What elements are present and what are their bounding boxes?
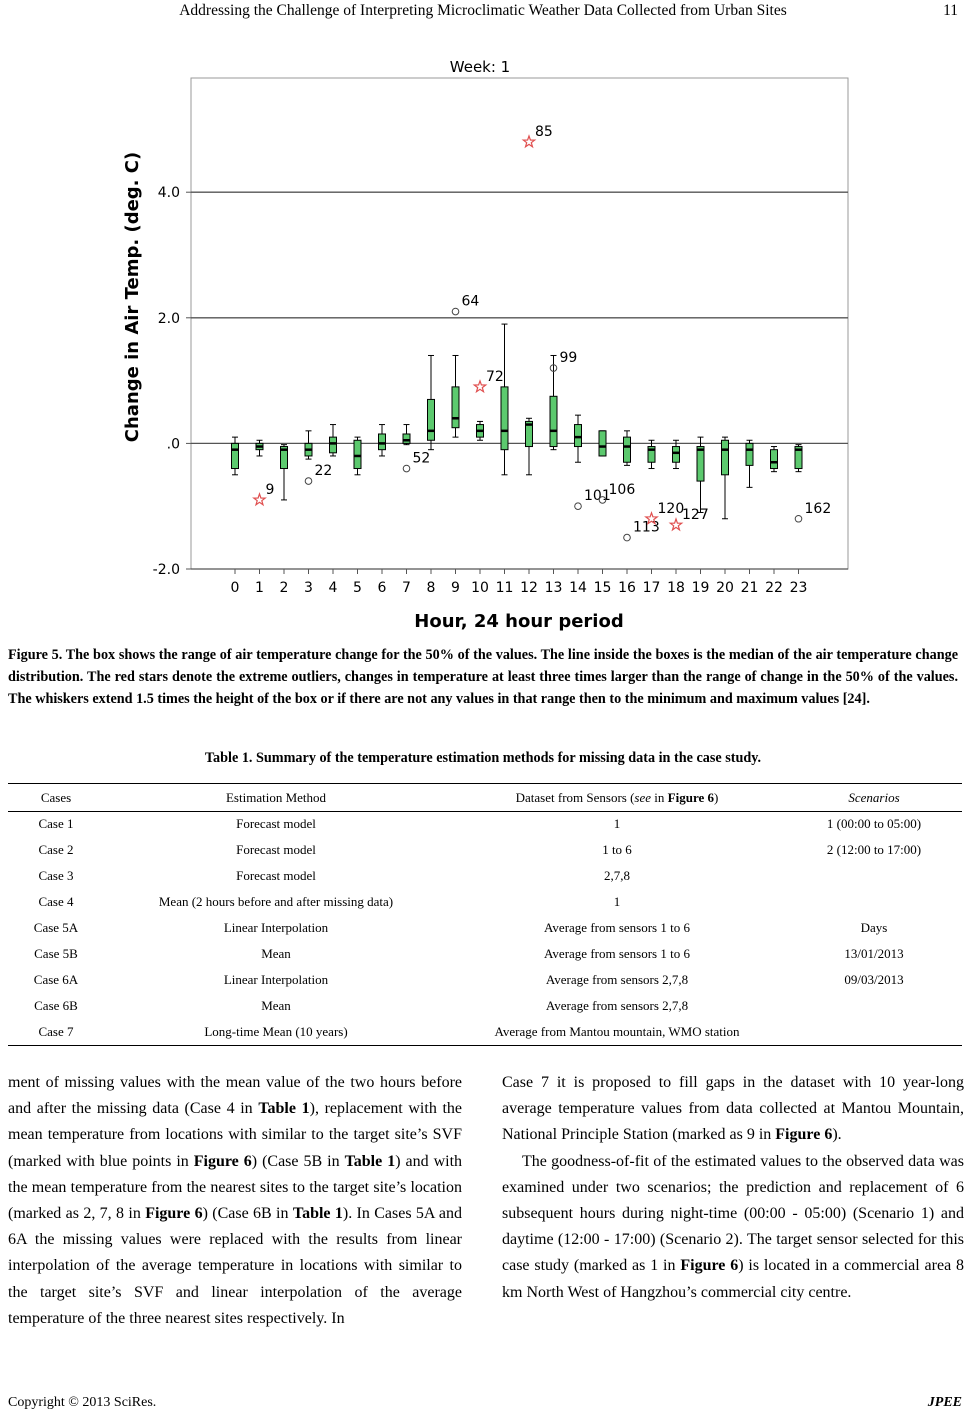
x-tick-label: 10 (471, 580, 489, 596)
header-scenarios: Scenarios (848, 790, 900, 805)
table-cell: Forecast model (236, 816, 316, 831)
table-cell: Case 5A (33, 920, 79, 935)
x-tick-label: 18 (667, 580, 685, 596)
table-cell: Average from sensors 1 to 6 (544, 946, 690, 961)
paragraph: The goodness-of-fit of the estimated values to the observed data was examined under two scenarios; the prediction and replacement of 6 subsequent hours during night-time (00:00 - 05:00) (Scenario 1) and daytime (12:00 - 17:00) (Scenario 2). The target sensor selected for this case study (marked as 1 in Figure 6) is located in a commercial area 8 km North West of Hangzhou’s commercial city centre. (502, 1152, 965, 1301)
journal-name: JPEE (927, 1395, 962, 1410)
outlier-label: 162 (804, 500, 832, 517)
outlier-label: 72 (486, 368, 504, 385)
figure-caption: Figure 5. The box shows the range of air temperature change for the 50% of the values. The line inside the boxes is the median of the air temperature change distribution. The red stars denote the extreme outliers, changes in temperature at least three times larger than the range of change in the 50% of the values. The whiskers extend 1.5 times the height of the box or if there are not any values in that range then to the minimum and maximum values [24]. (8, 647, 958, 707)
table-cell: Linear Interpolation (223, 972, 329, 987)
chart-title: Week: 1 (449, 58, 511, 76)
outlier-label: 52 (412, 450, 431, 467)
box-hour-10 (477, 421, 484, 440)
table-cell: Case 6B (34, 998, 78, 1013)
page-header (0, 2, 966, 24)
box-iqr (501, 387, 508, 450)
box-iqr (746, 443, 753, 465)
box-iqr (599, 431, 606, 456)
table-cell: Case 1 (38, 816, 74, 831)
table-cell (786, 1019, 962, 1045)
x-tick-label: 2 (279, 580, 289, 596)
table-cell: Average from sensors 2,7,8 (545, 998, 689, 1013)
outlier-label: 85 (535, 123, 553, 140)
table-cell: Average from sensors 1 to 6 (544, 920, 690, 935)
y-tick-label: 2.0 (157, 310, 180, 327)
x-tick-label: 16 (618, 580, 636, 596)
table-cell: 1 (00:00 to 05:00) (826, 816, 922, 831)
box-iqr (403, 434, 410, 443)
figure-5-boxplot (100, 52, 860, 642)
header-estimation-method: Estimation Method (225, 790, 327, 805)
outlier-label: 120 (657, 500, 685, 517)
x-tick-label: 17 (642, 580, 661, 596)
table-cell: Case 5B (34, 946, 78, 961)
x-tick-label: 15 (593, 580, 612, 596)
table-cell: Mean (2 hours before and after missing data) (158, 894, 394, 909)
box-hour-23 (795, 445, 802, 472)
y-axis (153, 185, 191, 578)
y-tick-label: 4.0 (157, 185, 180, 202)
box-hour-22 (771, 447, 778, 472)
table-cell (786, 863, 962, 889)
box-iqr (697, 447, 704, 482)
outlier-label: 106 (608, 481, 636, 498)
table-cell: 13/01/2013 (844, 946, 904, 961)
table-cell: Mean (261, 946, 291, 961)
outlier-label: 101 (584, 488, 611, 505)
outlier-label: 113 (633, 519, 660, 536)
table-cell: 1 to 6 (602, 842, 632, 857)
outlier-label: 99 (559, 350, 578, 367)
box-iqr (379, 434, 386, 450)
table-cell: Forecast model (236, 868, 316, 883)
table-cell: Case 7 (38, 1024, 74, 1039)
x-axis (191, 569, 848, 596)
table-cell: 09/03/2013 (844, 972, 904, 987)
box-iqr (354, 440, 361, 468)
body-column-right (502, 1070, 964, 1306)
plot-area (191, 78, 848, 569)
running-title: Addressing the Challenge of Interpreting Microclimatic Weather Data Collected from Urban Sites (179, 2, 787, 19)
x-tick-label: 0 (230, 580, 240, 596)
x-tick-label: 14 (569, 580, 587, 596)
paragraph: Case 7 it is proposed to fill gaps in the dataset with 10 year-long average temperature values from data collected at Mantou Mountain, National Principle Station (marked as 9 in Figure 6). (502, 1074, 964, 1144)
x-tick-label: 6 (377, 580, 387, 596)
table-top-rule (8, 783, 962, 784)
page-number: 11 (943, 2, 958, 19)
table-cell: Average from Mantou mountain, WMO station (494, 1024, 740, 1039)
outlier-label: 64 (461, 293, 480, 310)
table-row (8, 837, 962, 863)
copyright: Copyright © 2013 SciRes. (8, 1395, 157, 1410)
x-tick-label: 22 (765, 580, 783, 596)
page-footer (8, 1395, 962, 1411)
table-cell: Forecast model (236, 842, 316, 857)
table-cell (786, 993, 962, 1019)
box-iqr (452, 387, 459, 428)
outlier-label: 127 (682, 507, 709, 524)
outlier-label: 9 (265, 481, 275, 498)
x-tick-label: 13 (544, 580, 563, 596)
table-cell: Linear Interpolation (223, 920, 329, 935)
table-caption: Table 1. Summary of the temperature estimation methods for missing data in the case study. (204, 750, 762, 766)
x-tick-label: 8 (426, 580, 436, 596)
box-iqr (771, 450, 778, 469)
header-dataset: Dataset from Sensors (see in Figure 6) (515, 790, 719, 805)
table-row (8, 811, 962, 837)
x-axis-label: Hour, 24 hour period (414, 611, 624, 632)
y-tick-label: -2.0 (152, 562, 180, 578)
paragraph: ment of missing values with the mean value of the two hours before and after the missing data (Case 4 in Table 1), replacement with the mean temperature from locations with similar to the target site’s SVF (marked with blue points in Figure 6) (Case 5B in Table 1) and with the mean temperature from the nearest sites to the target site’s location (marked as 2, 7, 8 in Figure 6) (Case 6B in Table 1). In Cases 5A and 6A the missing values were replaced with the results from linear interpolation of the average temperature in locations with similar to the target site’s SVF and linear interpolation of the average temperature of the three nearest sites respectively. In (8, 1074, 463, 1327)
table-row (8, 967, 962, 993)
table-cell: 2 (12:00 to 17:00) (826, 842, 922, 857)
table-cell (786, 889, 962, 915)
x-tick-label: 11 (495, 580, 514, 596)
header-cases: Cases (40, 790, 72, 805)
x-tick-label: 7 (402, 580, 411, 596)
x-tick-label: 19 (691, 580, 710, 596)
box-iqr (575, 425, 582, 447)
y-tick-label: .0 (166, 436, 180, 453)
x-tick-label: 4 (328, 580, 338, 596)
x-tick-label: 5 (353, 580, 362, 596)
x-tick-label: 21 (740, 580, 759, 596)
table-cell: Average from sensors 2,7,8 (545, 972, 689, 987)
table-row (8, 863, 962, 889)
box-iqr (330, 437, 337, 453)
box-hour-15 (599, 431, 606, 456)
table-cell: Case 3 (38, 868, 74, 883)
table-row (8, 1019, 962, 1045)
x-tick-label: 23 (789, 580, 808, 596)
box-iqr (428, 399, 435, 440)
table-bottom-rule (8, 1045, 962, 1046)
x-tick-label: 9 (451, 580, 460, 596)
table-row (8, 915, 962, 941)
table-row (8, 993, 962, 1019)
table-cell: Case 4 (38, 894, 74, 909)
box-iqr (673, 447, 680, 463)
table-cell: Days (860, 920, 888, 935)
summary-table (8, 785, 962, 1045)
table-cell: Case 2 (38, 842, 74, 857)
box-iqr (624, 437, 631, 462)
box-iqr (550, 396, 557, 446)
table-cell: Mean (261, 998, 291, 1013)
box-iqr (722, 440, 729, 475)
table-cell: Long-time Mean (10 years) (204, 1024, 348, 1039)
table-cell: 2,7,8 (604, 868, 630, 883)
box-iqr (232, 443, 239, 468)
table-row (8, 941, 962, 967)
y-axis-label: Change in Air Temp. (deg. C) (122, 151, 143, 443)
x-tick-label: 12 (520, 580, 538, 596)
table-header-row (8, 785, 962, 811)
x-tick-label: 3 (304, 580, 313, 596)
outlier-label: 22 (314, 463, 333, 480)
body-column-left (8, 1070, 462, 1332)
table-cell: 1 (613, 894, 621, 909)
table-row (8, 889, 962, 915)
table-cell: Case 6A (33, 972, 79, 987)
table-cell: 1 (613, 816, 621, 831)
x-tick-label: 20 (716, 580, 734, 596)
x-tick-label: 1 (255, 580, 264, 596)
